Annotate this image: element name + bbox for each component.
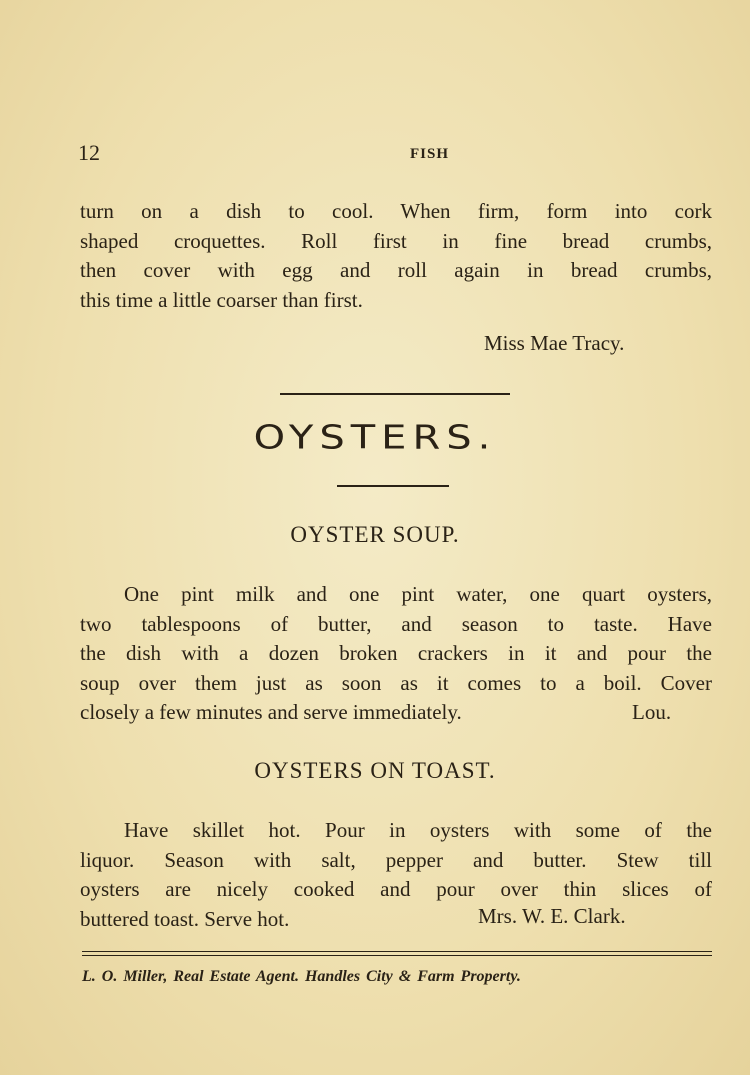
recipe-author: Lou.	[632, 700, 672, 724]
divider	[337, 485, 449, 487]
recipe-author: Mrs. W. E. Clark.	[478, 904, 626, 928]
section-heading: OYSTERS.	[253, 419, 497, 457]
footer-rule	[82, 951, 712, 952]
running-head: FISH	[410, 146, 450, 162]
text-line: buttered toast. Serve hot.	[80, 906, 290, 931]
recipe-title: OYSTERS ON TOAST.	[254, 758, 496, 783]
text-line: the dish with a dozen broken crackers in it and pour the	[80, 641, 712, 665]
divider	[280, 393, 510, 395]
text-line: turn on a dish to cool. When firm, form into cork	[80, 199, 712, 223]
croquettes-paragraph	[80, 197, 712, 315]
text-line: One pint milk and one pint water, one quart oysters,	[124, 582, 712, 606]
recipe-title: OYSTER SOUP.	[290, 522, 460, 547]
text-line: two tablespoons of butter, and season to taste. Have	[80, 611, 712, 636]
oyster-soup-paragraph	[80, 580, 712, 728]
recipe-author: Miss Mae Tracy.	[484, 331, 625, 355]
page-number: 12	[78, 140, 100, 165]
text-line: oysters are nicely cooked and pour over thin slices of	[80, 877, 712, 901]
text-line: soup over them just as soon as it comes to a boil. Cover	[80, 670, 712, 695]
text-line: liquor. Season with salt, pepper and butter. Stew till	[80, 847, 712, 872]
text-line: closely a few minutes and serve immediately.	[80, 700, 462, 724]
advertisement-footer: L. O. Miller, Real Estate Agent. Handles City & Farm Property.	[82, 968, 521, 985]
text-line: then cover with egg and roll again in bread crumbs,	[80, 258, 712, 282]
text-line: Have skillet hot. Pour in oysters with some of the	[124, 818, 712, 842]
text-line: shaped croquettes. Roll first in fine bread crumbs,	[80, 228, 712, 253]
footer-rule	[82, 955, 712, 956]
text-line: this time a little coarser than first.	[80, 287, 363, 312]
